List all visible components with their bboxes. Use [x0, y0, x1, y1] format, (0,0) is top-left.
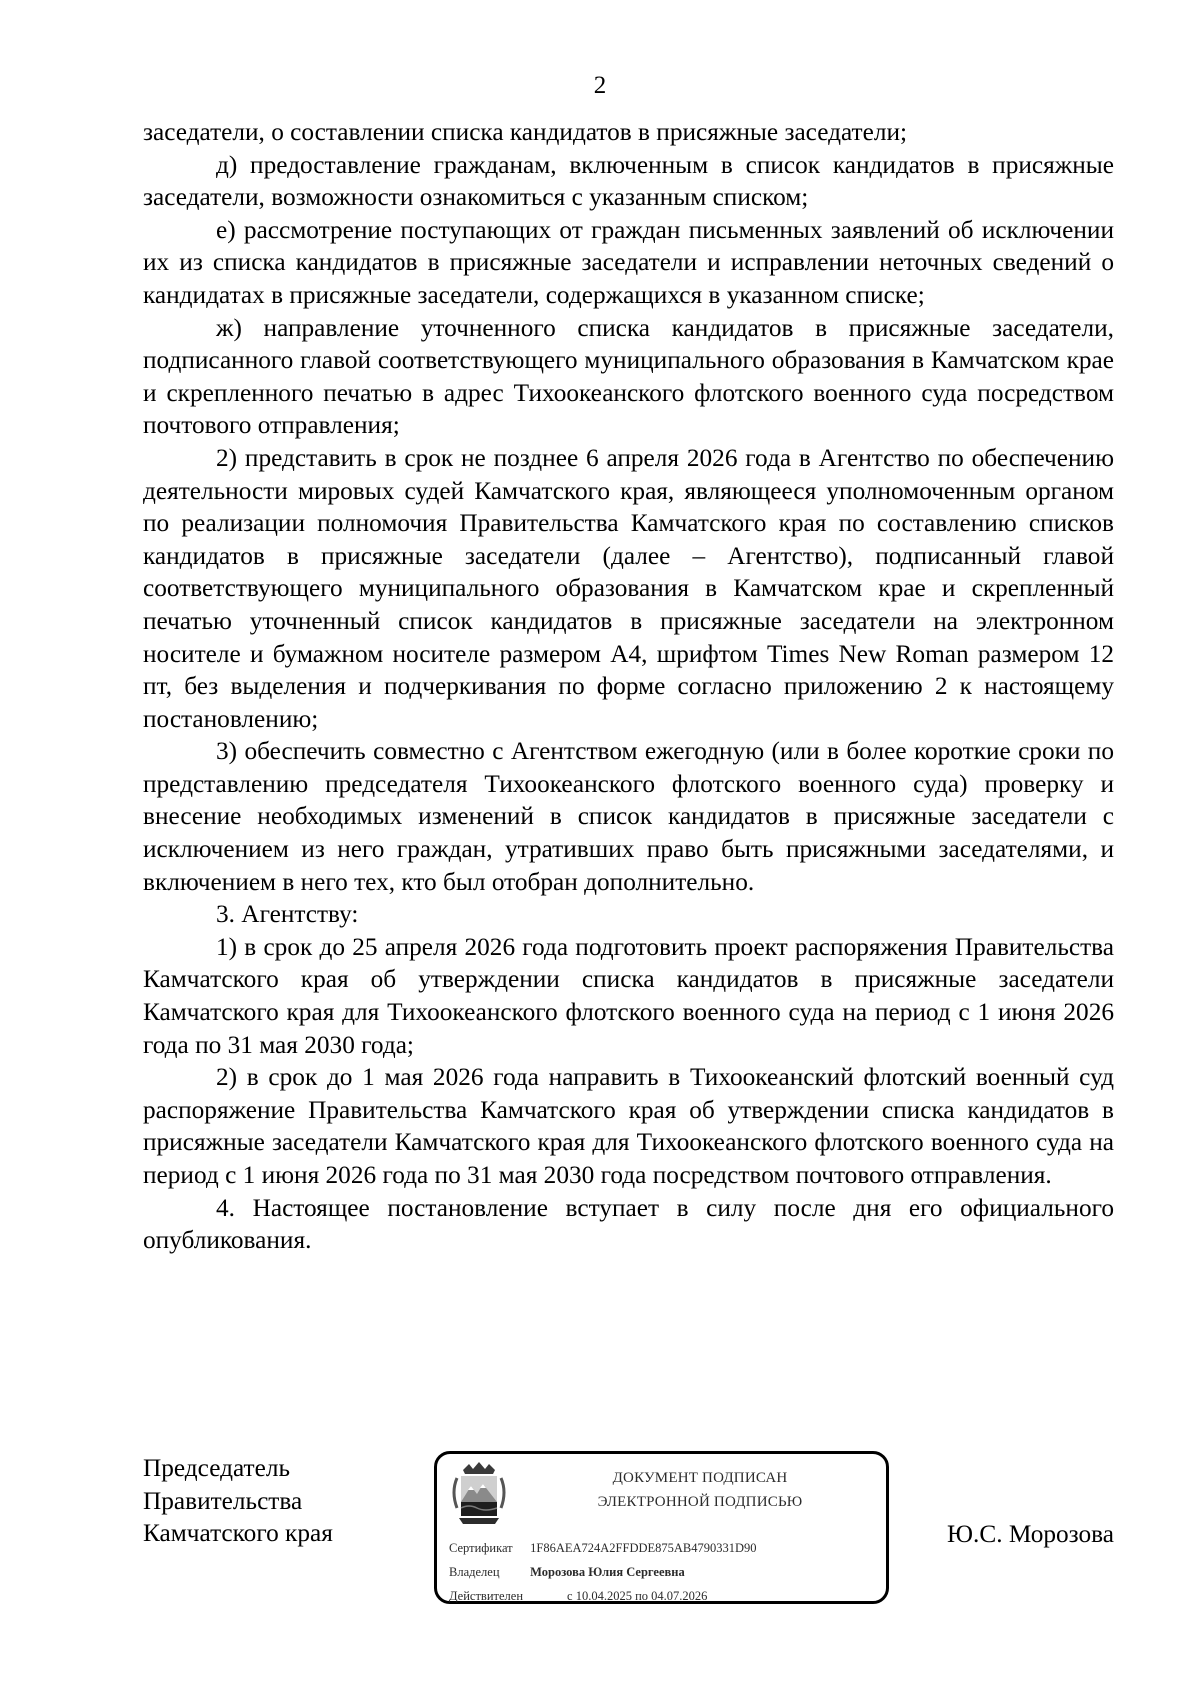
kamchatka-coat-of-arms-icon: [449, 1462, 509, 1526]
stamp-heading: [535, 1466, 865, 1514]
paragraph-zh: ж) направление уточненного списка кандидатов в присяжные заседатели, подписанного главой соответствующего муниципального образования в Камчатском крае и скрепленного печатью в адрес Тихоокеанского флотского военного суда посредством почтового отправления;: [143, 313, 1114, 440]
electronic-signature-stamp: [434, 1451, 889, 1604]
validity-label: Действителен: [449, 1589, 524, 1603]
paragraph-3-2: 2) в срок до 1 мая 2026 года направить в Тихоокеанский флотский военный суд распоряжение Правительства Камчатского края об утверждении списка кандидатов в присяжные заседатели Камчатского края для Тихоокеанского флотского военного суда на период с 1 июня 2026 года по 31 мая 2030 года посредством почтового отправления.: [143, 1063, 1114, 1189]
paragraph-2-2: 2) представить в срок не позднее 6 апреля 2026 года в Агентство по обеспечению деятельности мировых судей Камчатского края, являющееся уполномоченным органом по реализации полномочия Правительства Камчатского края по составлению списков кандидатов в присяжные заседатели (далее – Агентство), подписанный главой соответствующего муниципального образования в Камчатском крае и скрепленный печатью уточненный список кандидатов в присяжные заседатели на электронном носителе и бумажном носителе размером А4, шрифтом Times New Roman размером 12 пт, без выделения и подчеркивания по форме согласно приложению 2 к настоящему постановлению;: [143, 443, 1114, 733]
paragraph-e: е) рассмотрение поступающих от граждан письменных заявлений об исключении их из списка кандидатов в присяжные заседатели и исправлении неточных сведений о кандидатах в присяжные заседатели, содержащихся в указанном списке;: [143, 215, 1114, 309]
paragraph-2-3: 3) обеспечить совместно с Агентством ежегодную (или в более короткие сроки по представлению председателя Тихоокеанского флотского военного суда) проверку и внесение необходимых изменений в список кандидатов в присяжные заседатели с исключением из него граждан, утративших право быть присяжными заседателями, и включением в него тех, кто был отобран дополнительно.: [143, 737, 1114, 896]
validity-to-date: 04.07.2026: [651, 1589, 708, 1603]
stamp-validity-row: [449, 1588, 707, 1604]
paragraph-3-heading: 3. Агентству:: [216, 900, 359, 929]
stamp-heading-line: ДОКУМЕНТ ПОДПИСАН: [612, 1470, 788, 1486]
owner-label: Владелец: [449, 1565, 500, 1579]
validity-from-date: 10.04.2025: [575, 1589, 632, 1603]
owner-value: Морозова Юлия Сергеевна: [530, 1565, 685, 1579]
document-body: [143, 116, 1114, 1257]
stamp-certificate-row: [449, 1540, 757, 1556]
stamp-owner-row: [449, 1564, 685, 1580]
signatory-title-line: Правительства: [143, 1486, 303, 1515]
certificate-value: 1F86AEA724A2FFDDE875AB4790331D90: [530, 1541, 757, 1555]
paragraph-3-1: 1) в срок до 25 апреля 2026 года подготовить проект распоряжения Правительства Камчатского края об утверждении списка кандидатов в присяжные заседатели Камчатского края для Тихоокеанского флотского военного суда на период с 1 июня 2026 года по 31 мая 2030 года;: [143, 932, 1114, 1059]
signatory-title-line: Председатель: [143, 1454, 291, 1482]
validity-from-word: с: [567, 1589, 573, 1603]
paragraph-4: 4. Настоящее постановление вступает в силу после дня его официального опубликования.: [143, 1193, 1114, 1255]
paragraph-d: д) предоставление гражданам, включенным в список кандидатов в присяжные заседатели, возможности ознакомиться с указанным списком;: [143, 150, 1114, 212]
signatory-title: [143, 1452, 333, 1550]
validity-to-word: по: [635, 1589, 649, 1603]
signatory-title-line: Камчатского края: [143, 1519, 333, 1548]
signatory-name: Ю.С. Морозова: [947, 1520, 1114, 1548]
certificate-label: Сертификат: [449, 1541, 513, 1555]
paragraph-continuation: заседатели, о составлении списка кандидатов в присяжные заседатели;: [143, 118, 908, 146]
stamp-heading-line: ЭЛЕКТРОННОЙ ПОДПИСЬЮ: [597, 1494, 803, 1510]
page-number: 2: [593, 72, 607, 99]
